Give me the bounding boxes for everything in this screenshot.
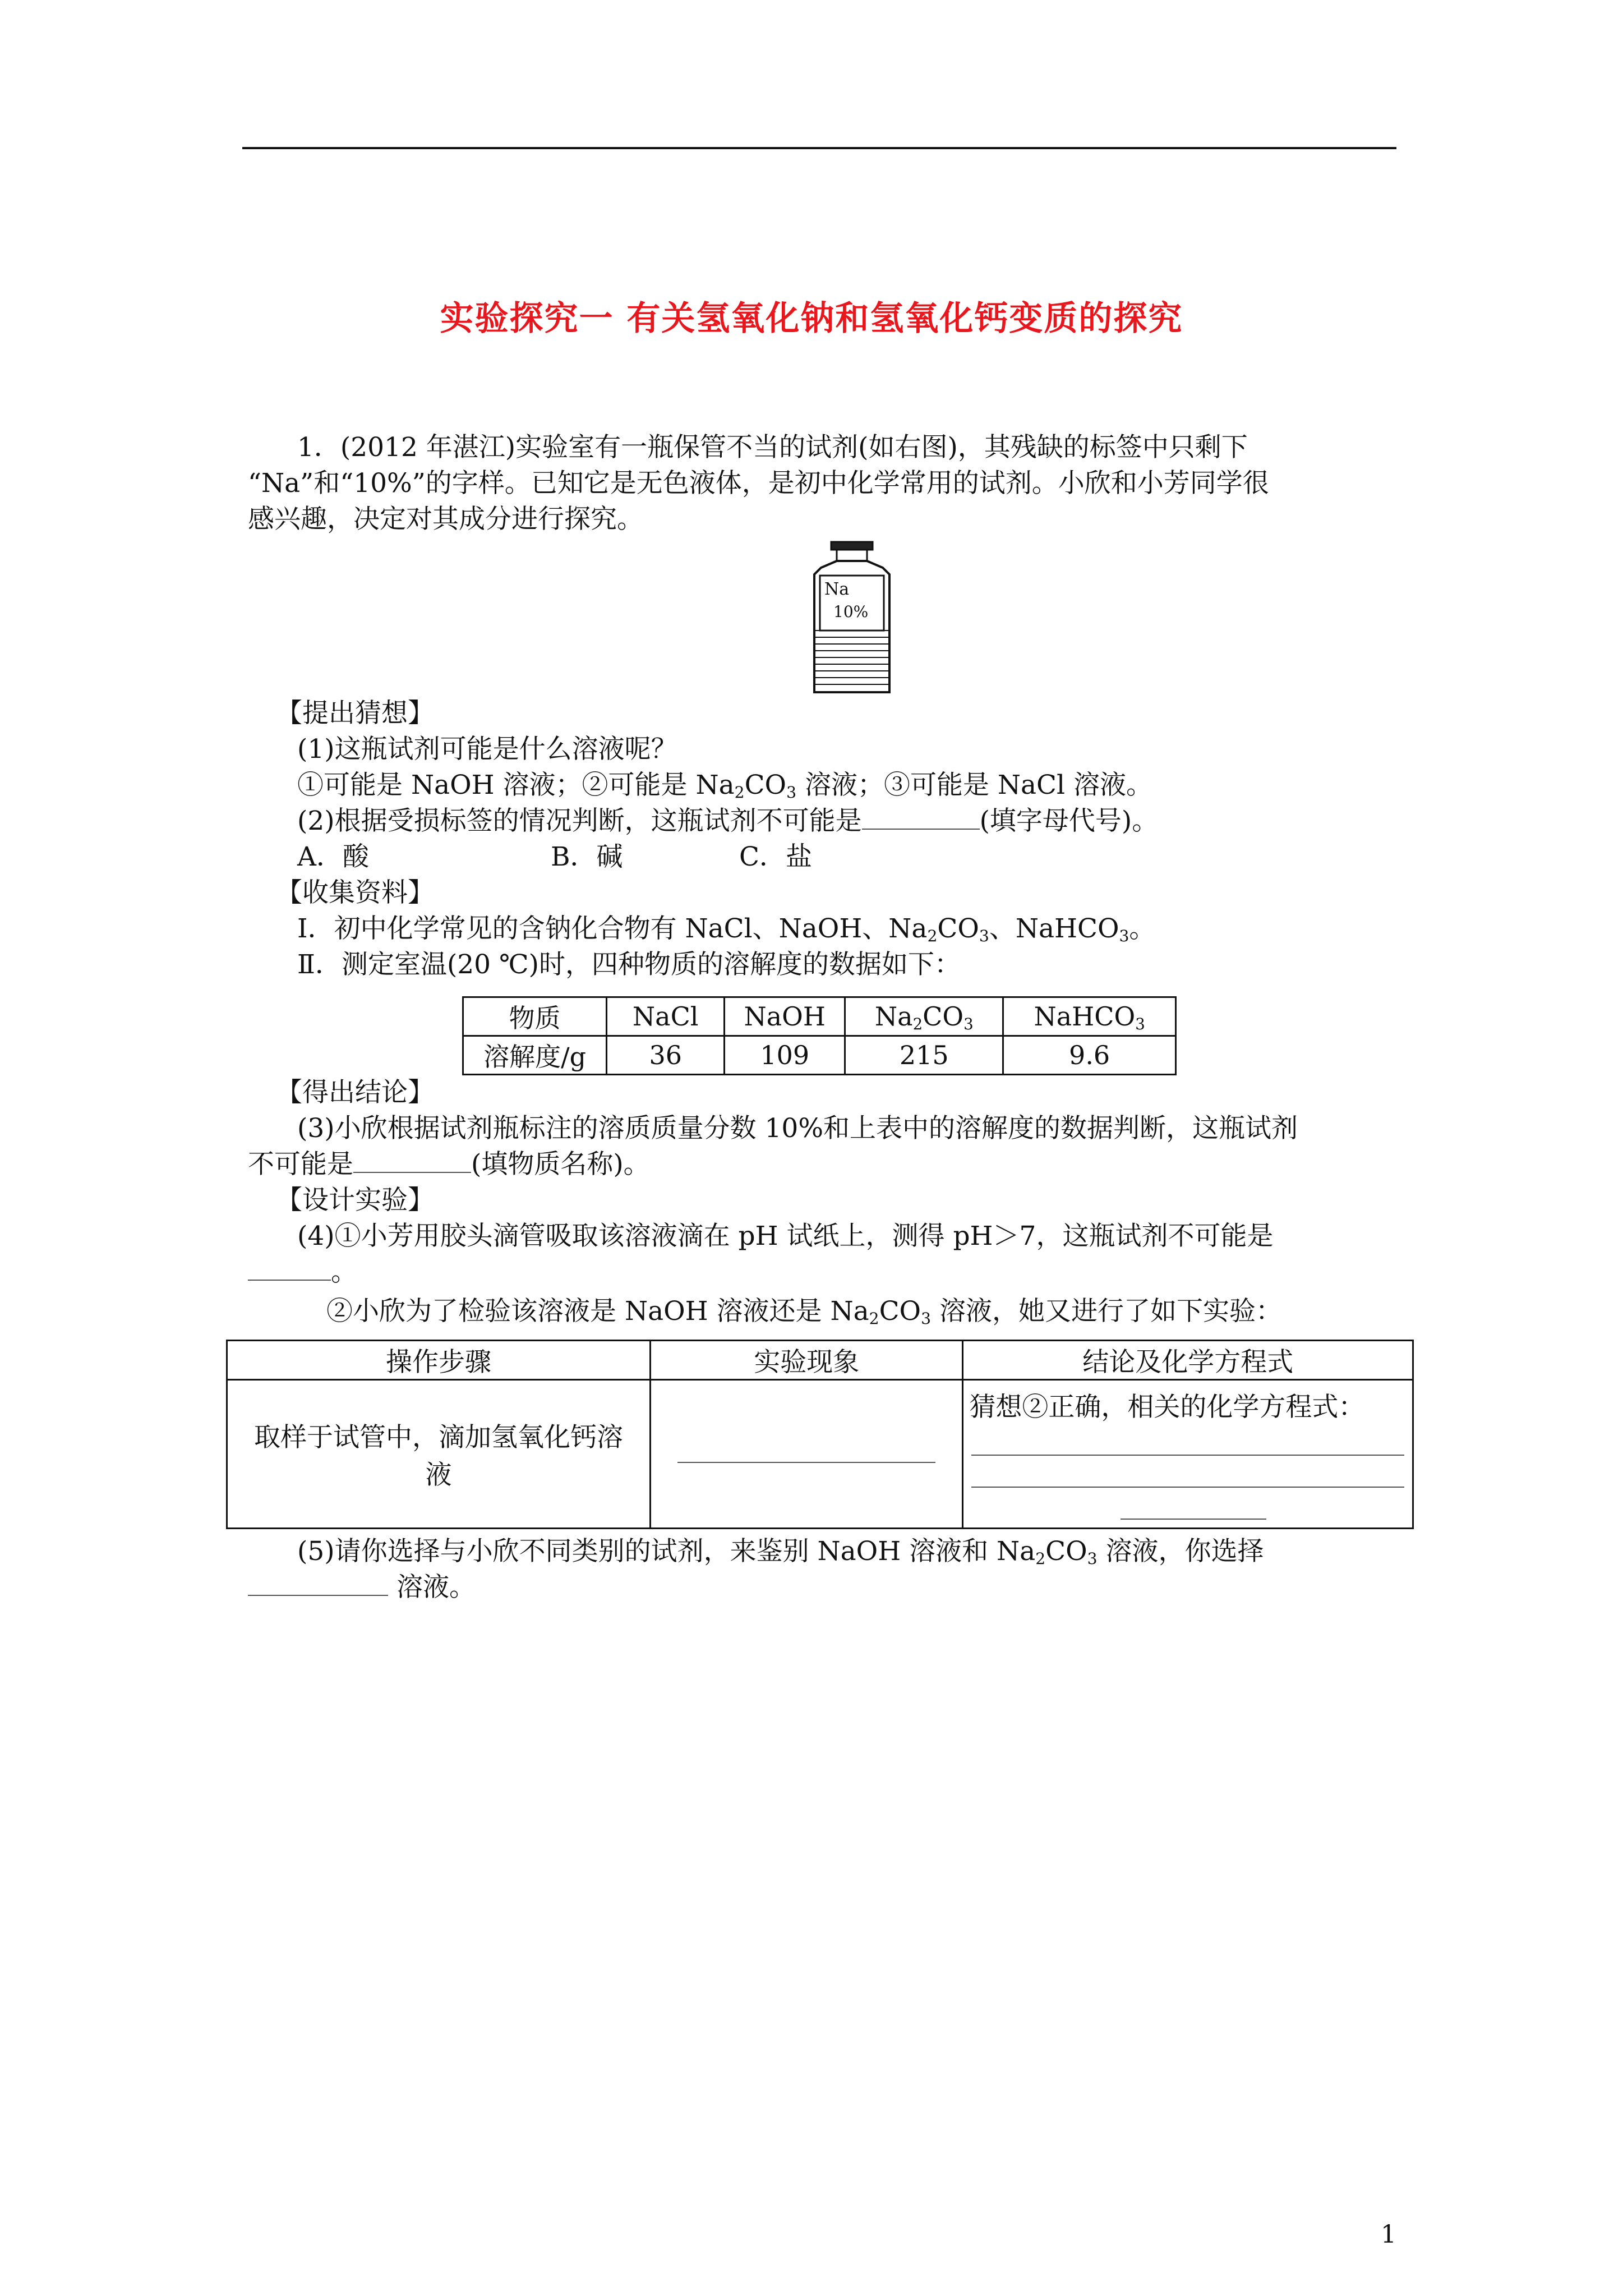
table-cell [651,1380,963,1529]
table-cell: 实验现象 [651,1341,963,1380]
guess-question-1: (1)这瓶试剂可能是什么溶液呢？ [297,734,677,765]
design-question-4-part-2: ②小欣为了检验该溶液是 NaOH 溶液还是 $Na_2CO_3$ 溶液，她又进行了如下实验： [326,1296,1282,1328]
question-1-intro-line-2: “Na”和“10%”的字样。已知它是无色液体，是初中化学常用的试剂。小欣和小芳同学很 [248,468,1269,499]
table-cell: 9.6 [1003,1036,1176,1075]
question-5-line-1: (5)请你选择与小欣不同类别的试剂，来鉴别 NaOH 溶液和 $Na_2CO_3$ 溶液，你选择 [297,1536,1264,1568]
answer-blank-3[interactable] [353,1172,471,1173]
header-rule [242,147,1396,149]
table-cell: 215 [845,1036,1003,1075]
section-design: 【设计实验】 [276,1185,434,1216]
design-question-4-line-2: 。 [248,1257,357,1288]
collect-item-1: Ⅰ．初中化学常见的含钠化合物有 NaCl、NaOH、$Na_2CO_3$、NaHCO$_3$。 [297,913,1156,946]
table-cell: NaHCO$_3$ [1003,997,1176,1036]
conclusion-question-3-line-2: 不可能是 (填物质名称)。 [248,1149,650,1180]
table-cell: 109 [725,1036,845,1075]
section-collect: 【收集资料】 [276,877,434,908]
table-row [227,1341,1413,1380]
page-title: 实验探究一 有关氢氧化钠和氢氧化钙变质的探究 [440,299,1183,338]
collect-item-2: Ⅱ．测定室温(20 ℃)时，四种物质的溶解度的数据如下： [297,949,961,980]
answer-blank-5[interactable] [248,1595,388,1596]
section-guess: 【提出猜想】 [276,698,434,729]
equation-blank-line[interactable] [971,1456,1404,1488]
table-cell: 取样于试管中，滴加氢氧化钙溶 液 [227,1380,651,1529]
equation-blank-line[interactable] [971,1424,1404,1456]
experiment-table [226,1340,1414,1529]
table-cell: $Na_2CO_3$ [845,997,1003,1036]
answer-blank-4[interactable] [248,1280,331,1281]
question-5-line-2: 溶液。 [248,1572,476,1603]
table-cell: 溶解度/g [463,1036,607,1075]
question-1-intro-line-1: 1．(2012 年湛江)实验室有一瓶保管不当的试剂(如右图)，其残缺的标签中只剩下 [297,432,1248,463]
reagent-bottle-figure [804,541,900,698]
page-number: 1 [1381,2220,1396,2249]
phenomenon-blank[interactable] [677,1462,935,1463]
question-1-intro-line-3: 感兴趣，决定对其成分进行探究。 [248,504,643,535]
table-cell: NaCl [607,997,725,1036]
table-cell: 物质 [463,997,607,1036]
table-row [227,1380,1413,1529]
conclusion-question-3-line-1: (3)小欣根据试剂瓶标注的溶质质量分数 10%和上表中的溶解度的数据判断，这瓶试剂 [297,1113,1298,1144]
bottle-label-na: Na [824,579,850,599]
design-question-4-line-1: (4)①小芳用胶头滴管吸取该溶液滴在 pH 试纸上，测得 pH＞7，这瓶试剂不可能是 [297,1221,1274,1251]
section-conclude: 【得出结论】 [276,1077,434,1108]
table-cell: 猜想②正确，相关的化学方程式： [963,1380,1413,1529]
equation-blank-line[interactable] [1121,1488,1266,1520]
table-cell: NaOH [725,997,845,1036]
solubility-table [462,996,1177,1075]
guess-options: ①可能是 NaOH 溶液；②可能是 $Na_2CO_3$ 溶液；③可能是 NaCl 溶液。 [297,770,1152,802]
bottle-label-percent: 10% [833,602,869,621]
table-cell: 36 [607,1036,725,1075]
answer-blank-2[interactable] [862,829,980,830]
choice-c: C．盐 [739,841,812,872]
table-row [463,997,1176,1036]
choice-b: B．碱 [551,841,623,872]
table-cell: 结论及化学方程式 [963,1341,1413,1380]
guess-question-2: (2)根据受损标签的情况判断，这瓶试剂不可能是 (填字母代号)。 [297,806,1159,836]
choice-a: A．酸 [297,841,369,872]
table-row [463,1036,1176,1075]
table-cell: 操作步骤 [227,1341,651,1380]
